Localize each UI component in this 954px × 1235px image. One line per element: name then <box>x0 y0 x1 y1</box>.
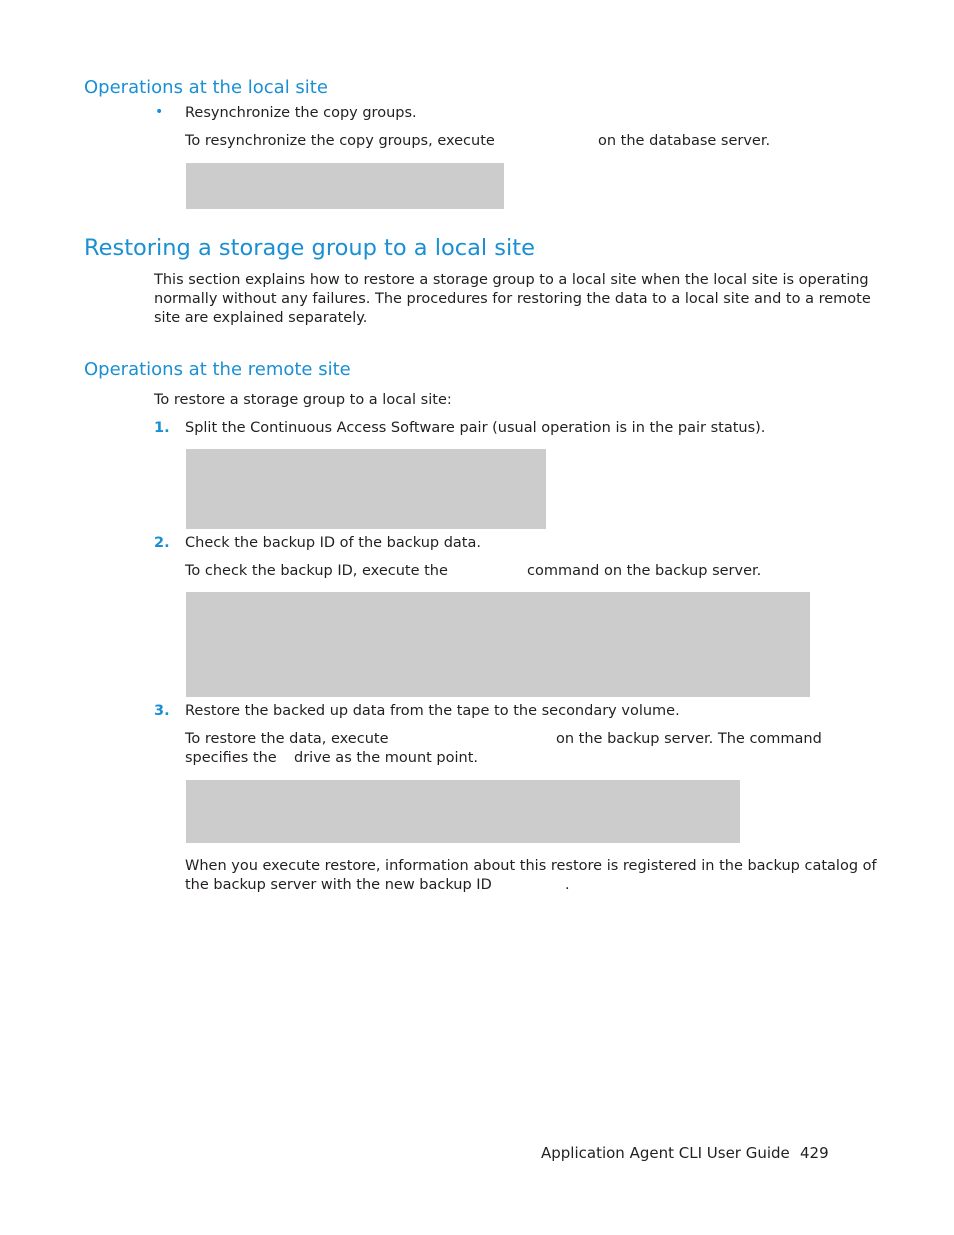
code-block-backup-id <box>186 592 810 697</box>
step3-desc-middle: on the backup server. The command <box>556 731 822 747</box>
step-text: Check the backup ID of the backup data. <box>185 535 481 551</box>
step3-desc-line2-end: drive as the mount point. <box>294 750 479 766</box>
step2-desc-start: To check the backup ID, execute the <box>185 563 448 579</box>
step-text: Split the Continuous Access Software pair (usual operation is in the pair status). <box>185 420 766 436</box>
local-ops-desc-start: To resynchronize the copy groups, execute <box>185 133 495 149</box>
final-note-period: . <box>565 877 570 893</box>
bullet-marker: • <box>155 104 164 120</box>
restore-intro-line-3: site are explained separately. <box>154 310 368 326</box>
step2-desc-end: command on the backup server. <box>527 563 762 579</box>
final-note-line-2: the backup server with the new backup ID <box>185 877 492 893</box>
section-heading-local-ops: Operations at the local site <box>84 77 328 98</box>
remote-intro: To restore a storage group to a local site: <box>154 392 452 408</box>
footer-page-number: 429 <box>800 1144 829 1162</box>
section-heading-restore: Restoring a storage group to a local site <box>84 235 535 261</box>
step-number: 3. <box>154 703 170 719</box>
final-note-line-1: When you execute restore, information about this restore is registered in the backup catalog of <box>185 858 877 874</box>
restore-intro-line-2: normally without any failures. The procedures for restoring the data to a local site and to a remote <box>154 291 871 307</box>
section-heading-remote-ops: Operations at the remote site <box>84 359 351 380</box>
code-block-restore <box>186 780 740 843</box>
step3-desc-line2-start: specifies the <box>185 750 277 766</box>
local-ops-desc-end: on the database server. <box>598 133 771 149</box>
step-text: Restore the backed up data from the tape to the secondary volume. <box>185 703 680 719</box>
footer-guide-title: Application Agent CLI User Guide <box>541 1144 790 1162</box>
step-number: 1. <box>154 420 170 436</box>
code-block-resync <box>186 163 504 209</box>
bullet-item-text: Resynchronize the copy groups. <box>185 105 417 121</box>
restore-intro-line-1: This section explains how to restore a storage group to a local site when the local site is operating <box>154 272 869 288</box>
step-number: 2. <box>154 535 170 551</box>
code-block-split-pair <box>186 449 546 529</box>
step3-desc-start: To restore the data, execute <box>185 731 389 747</box>
